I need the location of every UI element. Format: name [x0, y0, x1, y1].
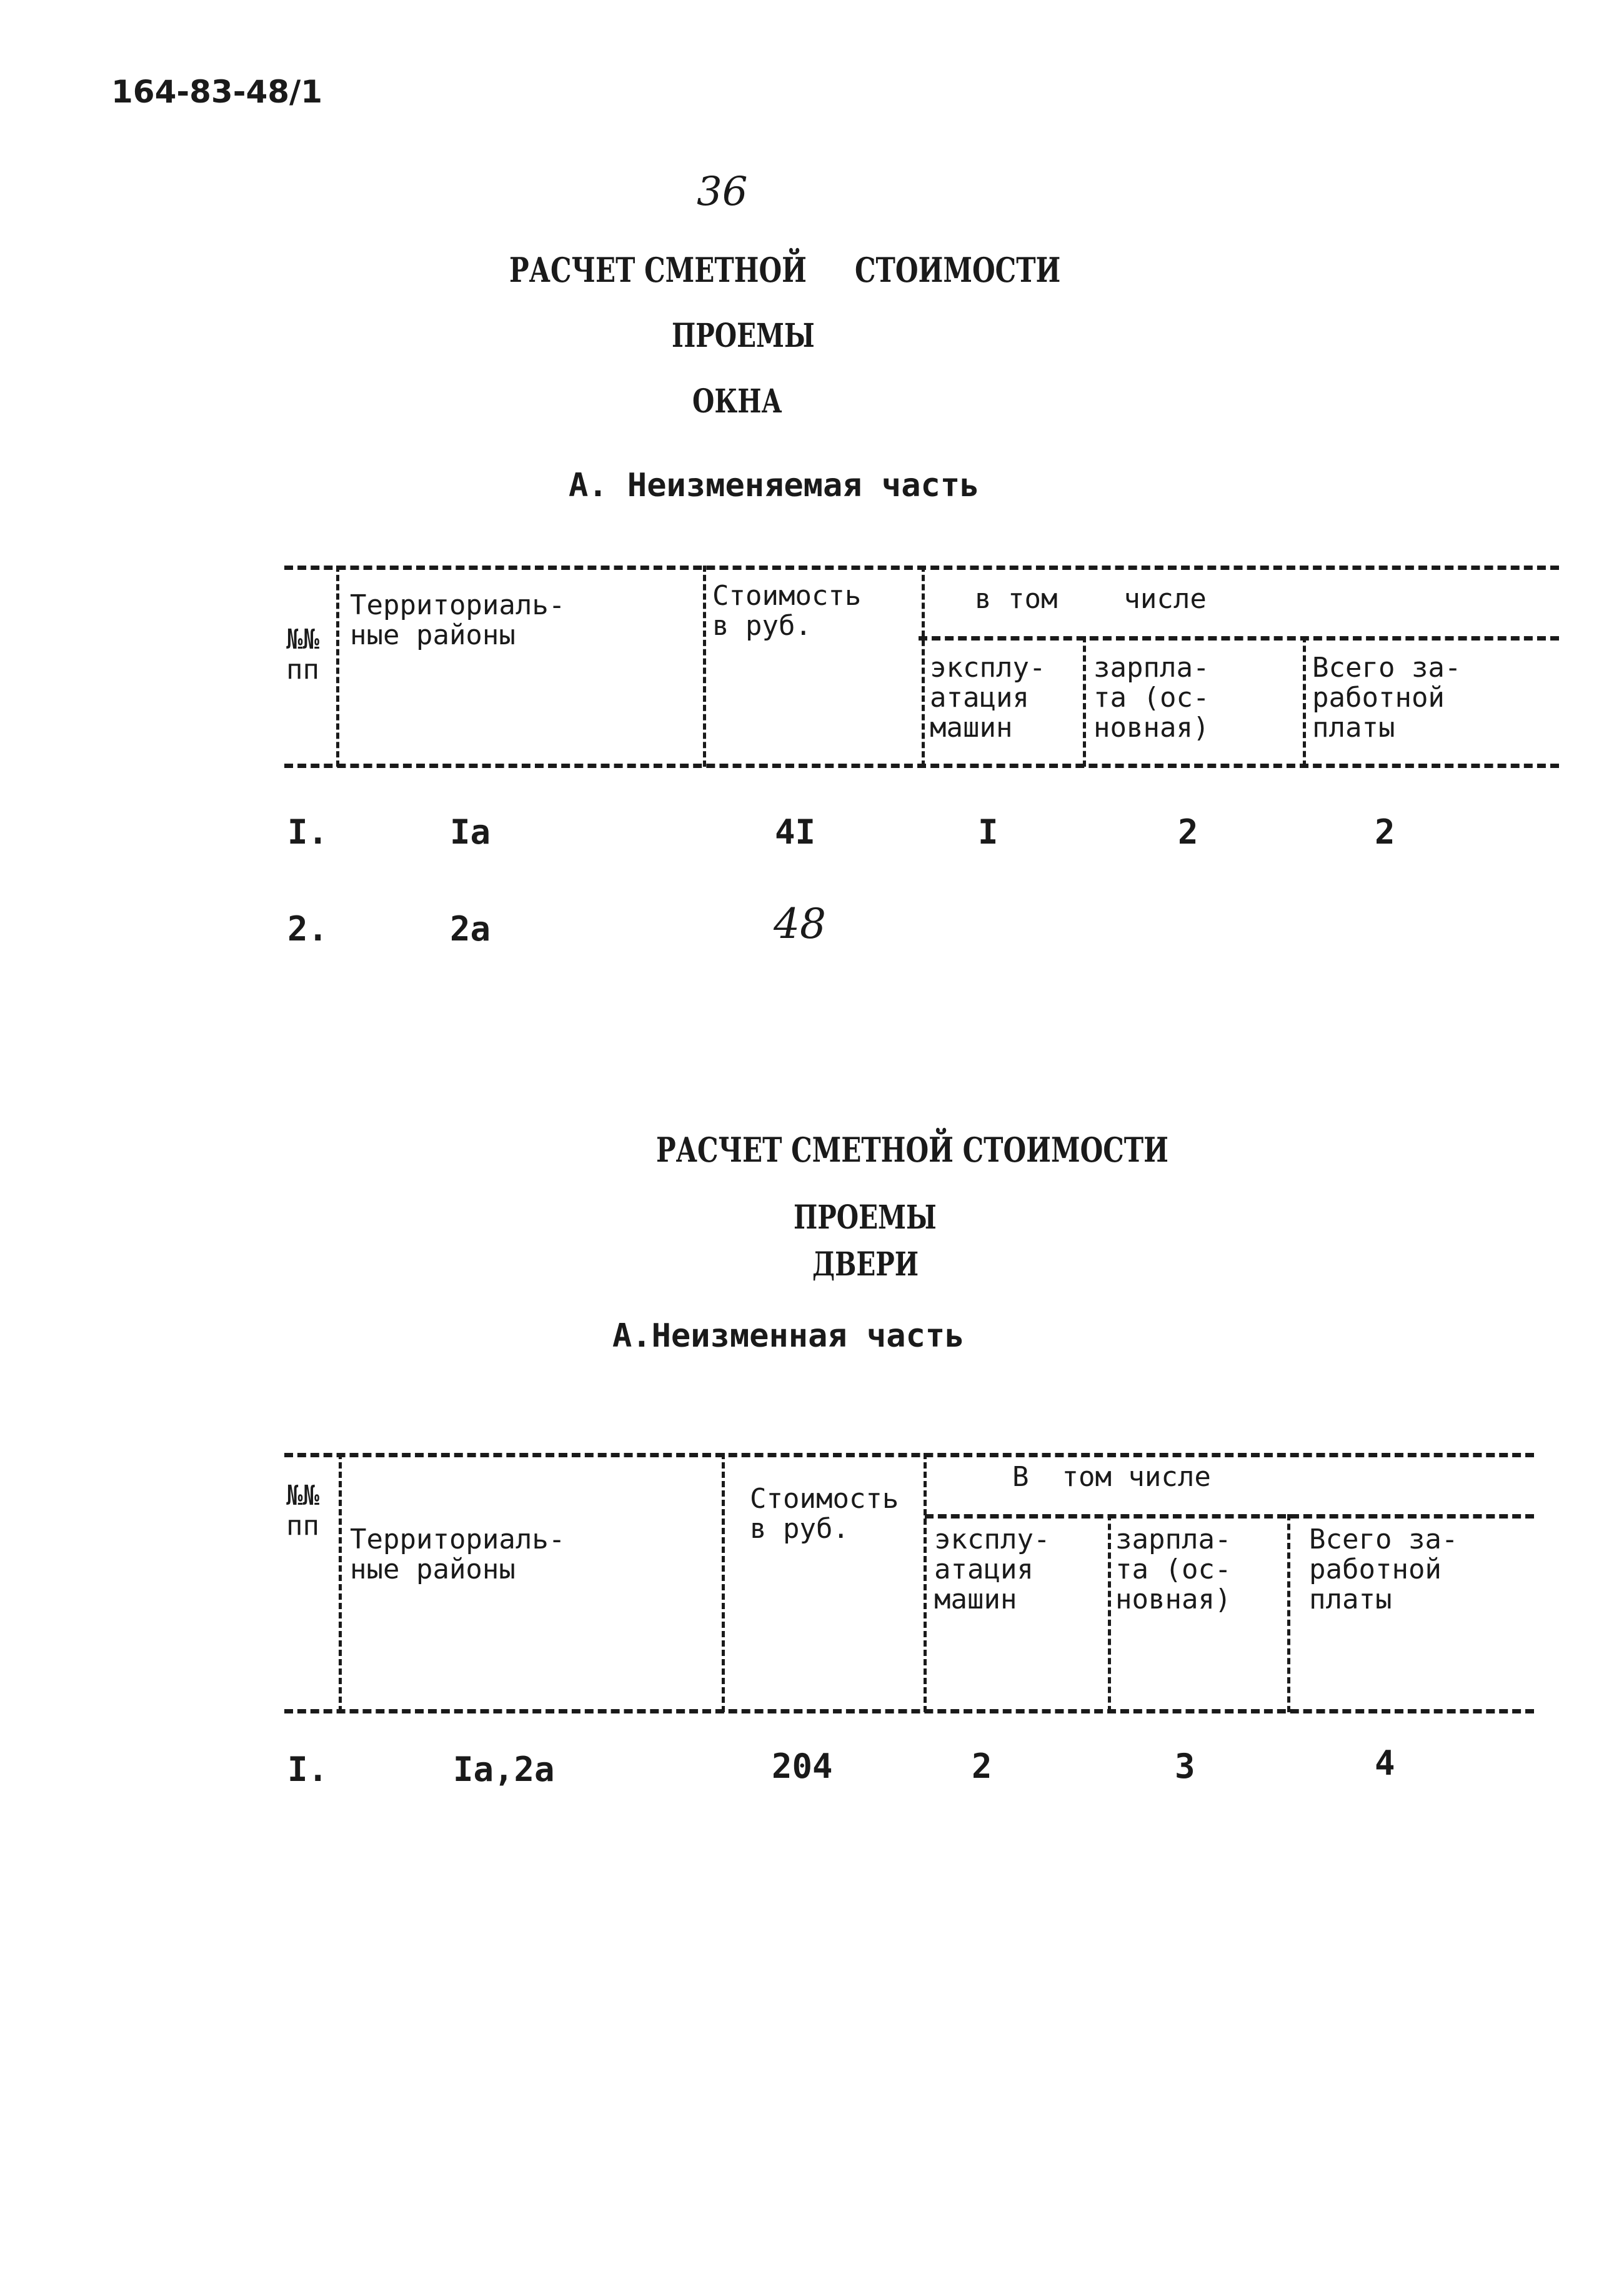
- table2-col-divider: [924, 1453, 927, 1712]
- table1-header-including: в том числе: [975, 583, 1207, 615]
- table1-col-divider: [336, 566, 339, 767]
- table2-top-rule: [284, 1453, 1534, 1457]
- table2-header-salary: зарпла- та (ос- новная): [1115, 1524, 1232, 1615]
- table1-header-region: Территориаль- ные районы: [350, 589, 565, 651]
- table1-row1-region: Iа: [450, 812, 491, 852]
- table1-header-cost: Стоимость в руб.: [712, 580, 862, 642]
- section2-title: РАСЧЕТ СМЕТНОЙ СТОИМОСТИ: [656, 1130, 1168, 1170]
- table1-row1-salary: 2: [1178, 812, 1198, 852]
- table2-row1-region: Iа,2а: [453, 1750, 555, 1789]
- document-code: 164-83-48/1: [111, 74, 323, 110]
- section2-subtitle-doors: ДВЕРИ: [812, 1245, 919, 1284]
- table2-row1-cost: 204: [772, 1747, 833, 1786]
- table1-header-salary: зарпла- та (ос- новная): [1093, 652, 1210, 744]
- table2-header-number: №№ пп: [286, 1480, 319, 1542]
- table2-row1-total-salary: 4: [1375, 1743, 1395, 1783]
- table2-header-region: Территориаль- ные районы: [350, 1524, 565, 1585]
- section2-part-label: А.Неизменная часть: [612, 1317, 965, 1355]
- table2-header-machines: эксплу- атация машин: [934, 1524, 1050, 1615]
- table2-col-divider: [1287, 1514, 1290, 1712]
- table2-col-divider: [1108, 1514, 1111, 1712]
- table1-col-divider: [922, 566, 925, 767]
- table2-row1-machines: 2: [972, 1747, 992, 1786]
- section1-subtitle-openings: ПРОЕМЫ: [672, 317, 815, 355]
- table2-bottom-rule: [284, 1709, 1534, 1713]
- table1-header-total-salary: Всего за- работной платы: [1312, 652, 1462, 744]
- table1-header-number: №№ пп: [286, 624, 319, 686]
- table2-col-divider: [339, 1453, 342, 1712]
- table2-col-divider: [722, 1453, 725, 1712]
- table2-row1-number: I.: [287, 1750, 329, 1789]
- table2-header-including: В том числе: [1012, 1461, 1211, 1493]
- table1-row1-machines: I: [978, 812, 999, 852]
- table1-row1-number: I.: [287, 812, 329, 852]
- section1-part-label: А. Неизменяемая часть: [569, 467, 980, 504]
- table1-header-machines: эксплу- атация машин: [930, 652, 1046, 744]
- table2-header-cost: Стоимость в руб.: [750, 1483, 899, 1545]
- table1-col-divider: [1303, 636, 1306, 767]
- table1-row2-number: 2.: [287, 909, 329, 949]
- table1-row2-cost: 48: [774, 900, 826, 948]
- section1-title-part1: РАСЧЕТ СМЕТНОЙ: [509, 250, 807, 290]
- section2-subtitle-openings: ПРОЕМЫ: [794, 1199, 937, 1237]
- section1-subtitle-windows: ОКНА: [692, 382, 782, 421]
- table2-mid-rule: [925, 1514, 1534, 1519]
- table2-header-total-salary: Всего за- работной платы: [1309, 1524, 1458, 1615]
- table1-col-divider: [703, 566, 706, 767]
- page-number: 36: [697, 169, 748, 215]
- table1-row1-total-salary: 2: [1375, 812, 1395, 852]
- table1-col-divider: [1083, 636, 1086, 767]
- section1-title-part2: СТОИМОСТИ: [855, 250, 1061, 290]
- table1-mid-rule: [919, 636, 1559, 641]
- table1-row1-cost: 4I: [775, 812, 816, 852]
- table2-row1-salary: 3: [1175, 1747, 1195, 1786]
- table1-row2-region: 2а: [450, 909, 491, 949]
